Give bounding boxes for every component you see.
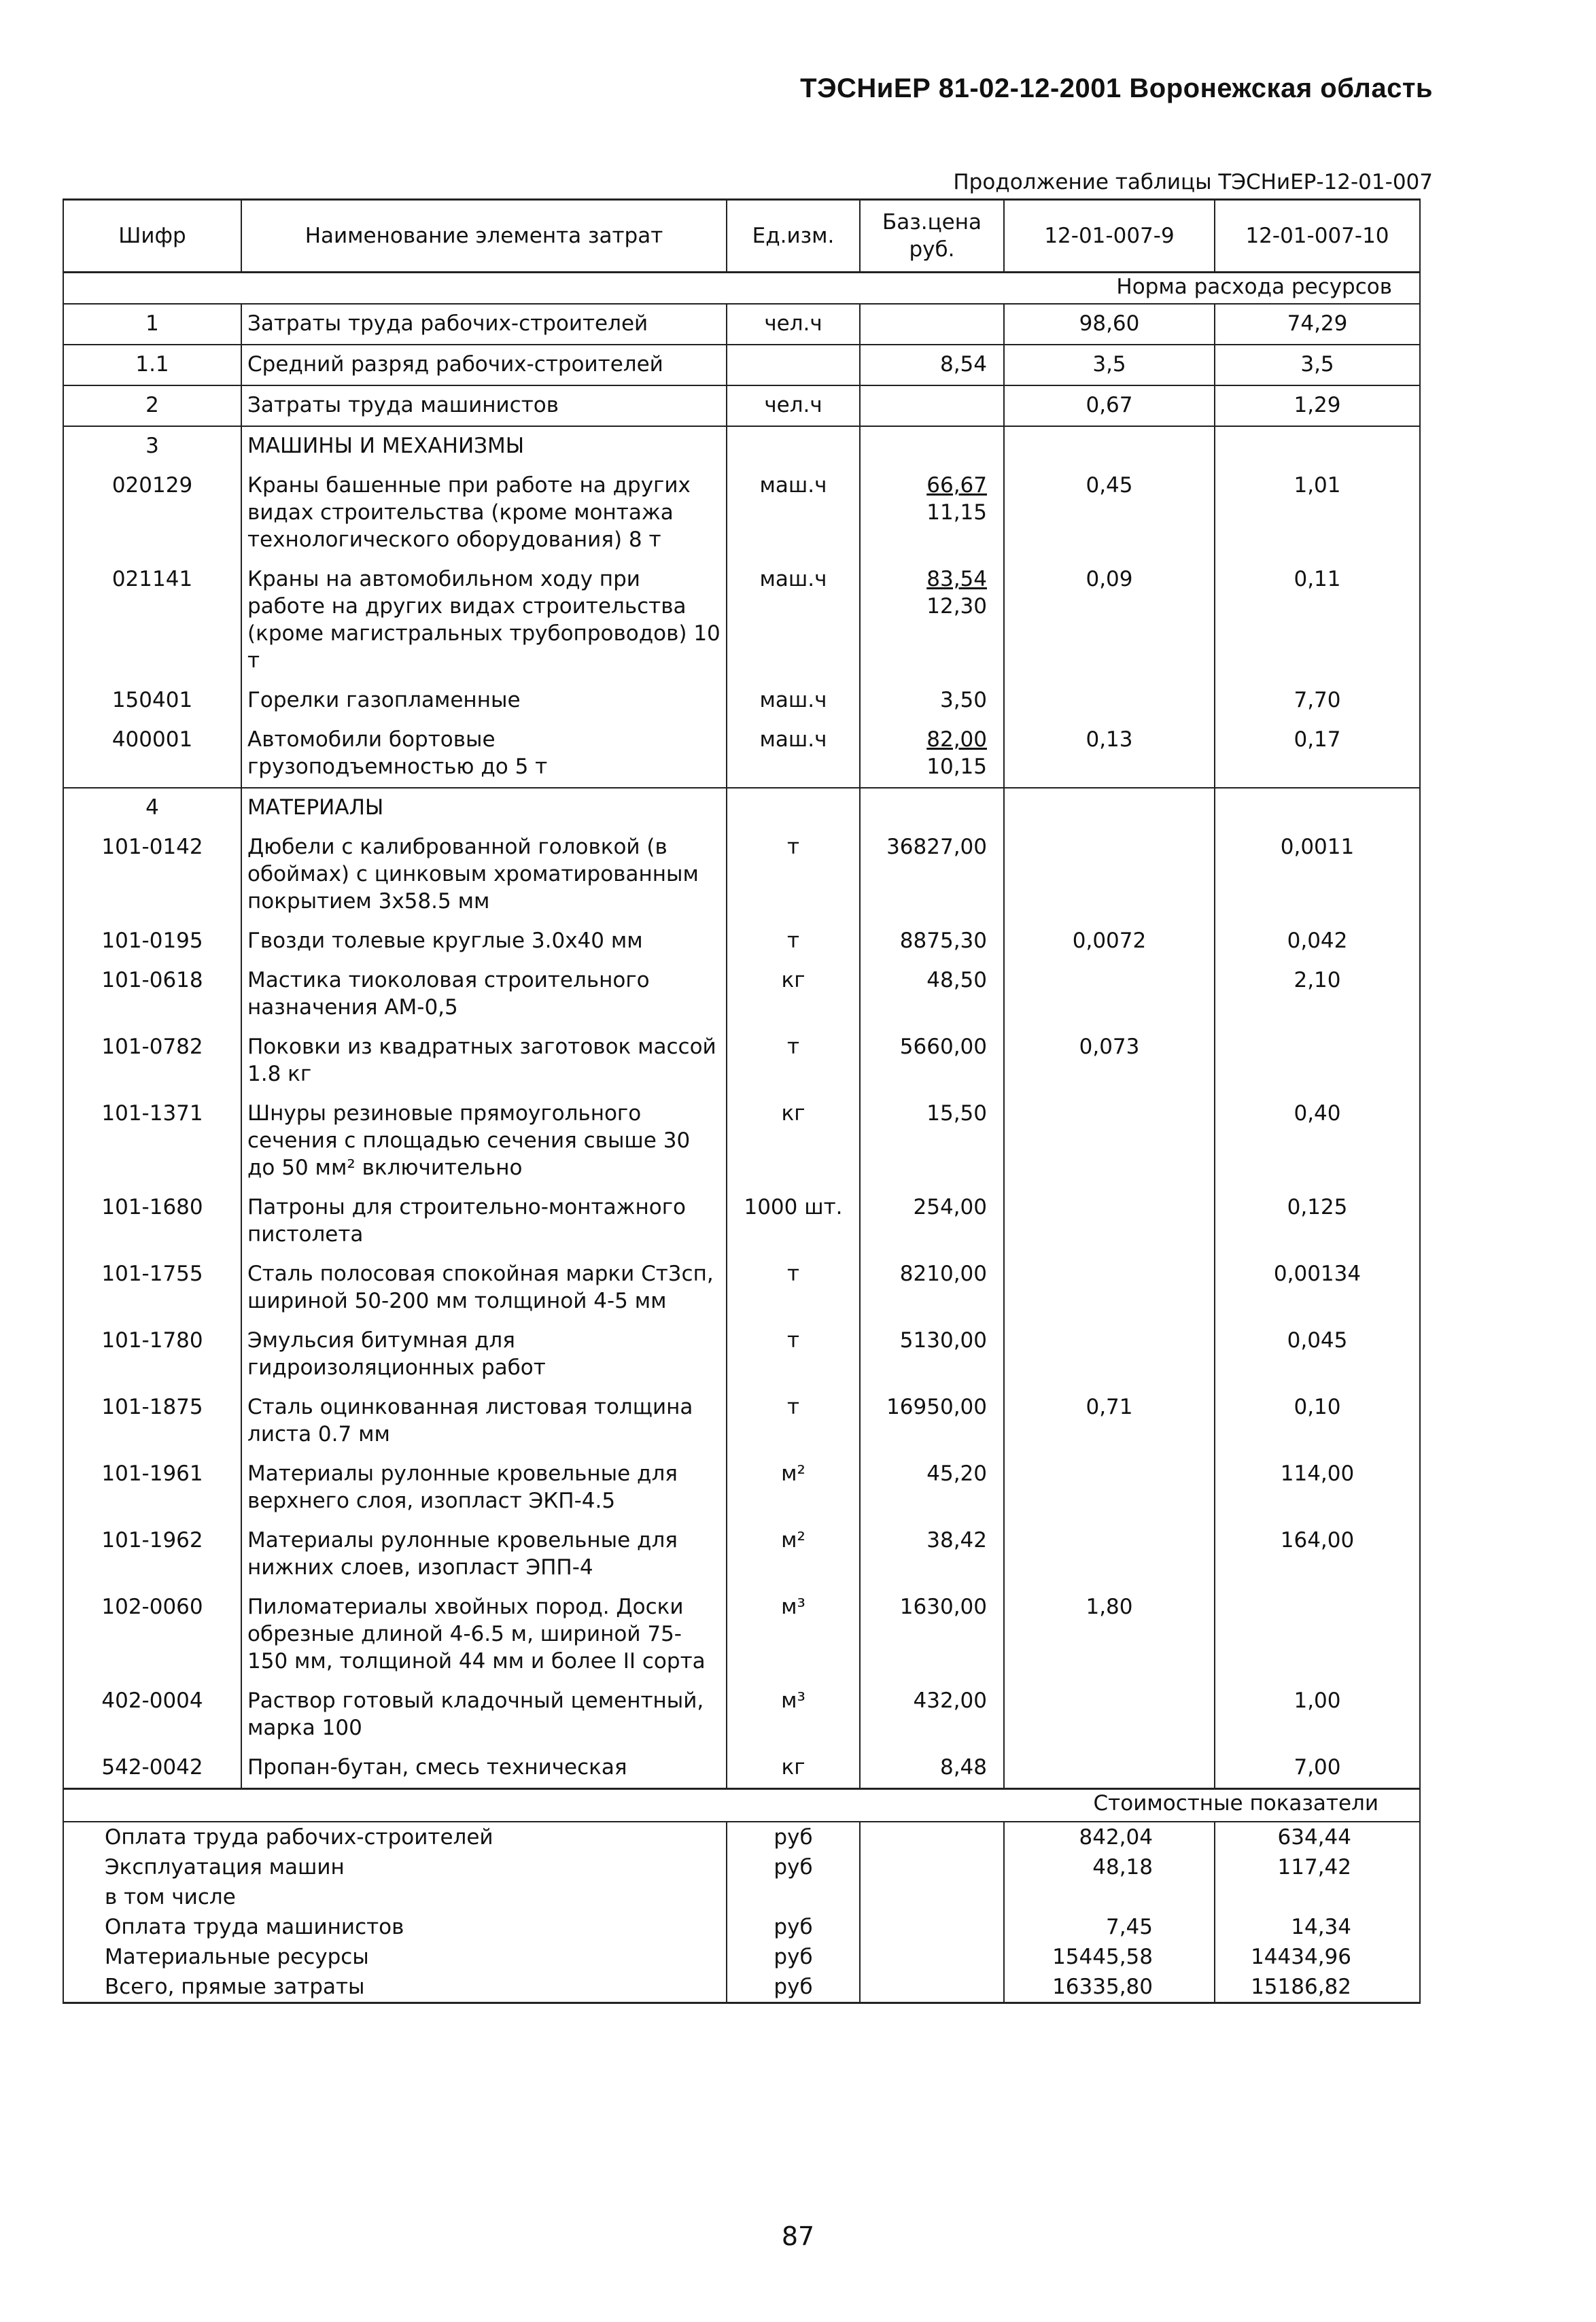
operator-wage-price: 11,15: [926, 500, 987, 525]
base-price: 83,54: [926, 567, 987, 591]
norm-label-row: [63, 273, 1420, 305]
unit-cell: кг: [727, 1748, 860, 1789]
col-header-v2: 12-01-007-10: [1215, 200, 1420, 273]
name-cell: Сталь оцинкованная листовая толщина листа 0.7 мм: [241, 1388, 727, 1455]
cost-row: [63, 1972, 1420, 2003]
base-price: 3,50: [939, 688, 987, 712]
cost-label-row: [63, 1789, 1420, 1822]
section-code: 3: [63, 426, 241, 466]
code-cell: 101-1961: [63, 1455, 241, 1521]
unit-cell: м²: [727, 1455, 860, 1521]
norm-v1-cell: 98,60: [1004, 304, 1215, 345]
cost-v1-cell: 48,18: [1004, 1852, 1215, 1882]
norm-v2-cell: 1,01: [1215, 466, 1420, 560]
code-cell: 150401: [63, 681, 241, 721]
code-cell: 2: [63, 385, 241, 426]
norm-v1-cell: 1,80: [1004, 1588, 1215, 1682]
norm-v1-cell: [1004, 828, 1215, 922]
norm-v2-cell: 7,70: [1215, 681, 1420, 721]
price-cell: [860, 304, 1004, 345]
empty-cell: [1215, 426, 1420, 466]
name-cell: Автомобили бортовые грузоподъемностью до 5 т: [241, 721, 727, 788]
norm-v2-cell: 0,10: [1215, 1388, 1420, 1455]
table-row: [63, 1748, 1420, 1789]
table-row: [63, 681, 1420, 721]
unit-cell: 1000 шт.: [727, 1188, 860, 1255]
table-row: [63, 1455, 1420, 1521]
unit-cell: м³: [727, 1682, 860, 1748]
code-cell: 101-1680: [63, 1188, 241, 1255]
norm-v1-cell: 3,5: [1004, 345, 1215, 385]
name-cell: Краны на автомобильном ходу при работе на других видах строительства (кроме магистральных трубопроводов) 10 т: [241, 560, 727, 681]
price-cell: 8875,30: [860, 922, 1004, 961]
code-cell: 021141: [63, 560, 241, 681]
norm-v2-cell: 164,00: [1215, 1521, 1420, 1588]
norm-v1-cell: [1004, 1094, 1215, 1188]
table-row: [63, 1321, 1420, 1388]
name-cell: Патроны для строительно-монтажного пистолета: [241, 1188, 727, 1255]
name-cell: Пиломатериалы хвойных пород. Доски обрезные длиной 4-6.5 м, шириной 75-150 мм, толщиной 44 мм и более II сорта: [241, 1588, 727, 1682]
table-continuation-caption: Продолжение таблицы ТЭСНиЕР-12-01-007: [953, 170, 1433, 194]
name-cell: Эмульсия битумная для гидроизоляционных работ: [241, 1321, 727, 1388]
cost-v1-cell: [1004, 1882, 1215, 1912]
cost-name-cell: Материальные ресурсы: [63, 1942, 727, 1972]
col-header-code: Шифр: [63, 200, 241, 273]
table-row: [63, 1255, 1420, 1321]
empty-cell: [1215, 788, 1420, 828]
cost-v2-cell: 117,42: [1215, 1852, 1420, 1882]
unit-cell: кг: [727, 961, 860, 1028]
unit-cell: маш.ч: [727, 466, 860, 560]
norm-v2-cell: 0,17: [1215, 721, 1420, 788]
price-cell: [860, 560, 1004, 681]
price-cell: 48,50: [860, 961, 1004, 1028]
norm-v2-cell: 114,00: [1215, 1455, 1420, 1521]
table-row: [63, 1388, 1420, 1455]
table-row: [63, 304, 1420, 345]
name-cell: Краны башенные при работе на других видах строительства (кроме монтажа технологического оборудования) 8 т: [241, 466, 727, 560]
norm-v2-cell: 74,29: [1215, 304, 1420, 345]
empty-cell: [860, 788, 1004, 828]
code-cell: 400001: [63, 721, 241, 788]
price-cell: 8210,00: [860, 1255, 1004, 1321]
name-cell: Средний разряд рабочих-строителей: [241, 345, 727, 385]
table-row: [63, 961, 1420, 1028]
price-cell: 36827,00: [860, 828, 1004, 922]
cost-unit-cell: руб: [727, 1852, 860, 1882]
unit-cell: маш.ч: [727, 560, 860, 681]
cost-v2-cell: [1215, 1882, 1420, 1912]
norm-v2-cell: 0,125: [1215, 1188, 1420, 1255]
cost-name-cell: Оплата труда рабочих-строителей: [63, 1822, 727, 1852]
document-header: ТЭСНиЕР 81-02-12-2001 Воронежская область: [800, 73, 1433, 103]
unit-cell: кг: [727, 1094, 860, 1188]
table-row: [63, 466, 1420, 560]
norm-v1-cell: [1004, 1255, 1215, 1321]
price-cell: 5660,00: [860, 1028, 1004, 1094]
table-row: [63, 1028, 1420, 1094]
operator-wage-price: 10,15: [926, 755, 987, 779]
operator-wage-price: 12,30: [926, 594, 987, 619]
col-header-unit: Ед.изм.: [727, 200, 860, 273]
cost-row: [63, 1852, 1420, 1882]
name-cell: Шнуры резиновые прямоугольного сечения с площадью сечения свыше 30 до 50 мм² включительно: [241, 1094, 727, 1188]
code-cell: 020129: [63, 466, 241, 560]
cost-unit-cell: руб: [727, 1972, 860, 2003]
cost-label: Стоимостные показатели: [63, 1789, 1420, 1822]
cost-unit-cell: [727, 1882, 860, 1912]
unit-cell: чел.ч: [727, 385, 860, 426]
code-cell: 402-0004: [63, 1682, 241, 1748]
empty-cell: [727, 788, 860, 828]
empty-cell: [860, 1972, 1004, 2003]
table-row: [63, 1682, 1420, 1748]
norm-v2-cell: 0,11: [1215, 560, 1420, 681]
price-cell: [860, 466, 1004, 560]
cost-v2-cell: 14,34: [1215, 1912, 1420, 1942]
cost-name-cell: Всего, прямые затраты: [63, 1972, 727, 2003]
norm-v1-cell: 0,09: [1004, 560, 1215, 681]
cost-unit-cell: руб: [727, 1822, 860, 1852]
norm-v2-cell: 0,042: [1215, 922, 1420, 961]
cost-v1-cell: 15445,58: [1004, 1942, 1215, 1972]
norm-v1-cell: [1004, 1748, 1215, 1789]
price-cell: 38,42: [860, 1521, 1004, 1588]
table-row: [63, 560, 1420, 681]
code-cell: 101-0142: [63, 828, 241, 922]
norm-v2-cell: 1,00: [1215, 1682, 1420, 1748]
norm-v1-cell: 0,0072: [1004, 922, 1215, 961]
section-header-row: [63, 426, 1420, 466]
norm-v1-cell: 0,073: [1004, 1028, 1215, 1094]
unit-cell: [727, 345, 860, 385]
table-row: [63, 828, 1420, 922]
table-row: [63, 345, 1420, 385]
cost-unit-cell: руб: [727, 1942, 860, 1972]
norm-v1-cell: 0,45: [1004, 466, 1215, 560]
unit-cell: т: [727, 1321, 860, 1388]
code-cell: 102-0060: [63, 1588, 241, 1682]
price-cell: [860, 721, 1004, 788]
section-header-row: [63, 788, 1420, 828]
table-row: [63, 385, 1420, 426]
unit-cell: м³: [727, 1588, 860, 1682]
norm-v1-cell: 0,67: [1004, 385, 1215, 426]
norm-v1-cell: [1004, 1188, 1215, 1255]
col-header-price: Баз.цена руб.: [860, 200, 1004, 273]
norm-v2-cell: 1,29: [1215, 385, 1420, 426]
resource-table: [63, 198, 1421, 2004]
norm-label: Норма расхода ресурсов: [63, 273, 1420, 305]
empty-cell: [1004, 426, 1215, 466]
section-code: 4: [63, 788, 241, 828]
cost-v1-cell: 7,45: [1004, 1912, 1215, 1942]
code-cell: 101-1875: [63, 1388, 241, 1455]
unit-cell: чел.ч: [727, 304, 860, 345]
cost-row: [63, 1942, 1420, 1972]
price-cell: [860, 385, 1004, 426]
price-cell: 254,00: [860, 1188, 1004, 1255]
section-title: МАШИНЫ И МЕХАНИЗМЫ: [241, 426, 727, 466]
price-cell: 432,00: [860, 1682, 1004, 1748]
code-cell: 542-0042: [63, 1748, 241, 1789]
base-price: 66,67: [926, 473, 987, 498]
name-cell: Затраты труда рабочих-строителей: [241, 304, 727, 345]
code-cell: 101-1371: [63, 1094, 241, 1188]
cost-name-cell: Оплата труда машинистов: [63, 1912, 727, 1942]
name-cell: Раствор готовый кладочный цементный, марка 100: [241, 1682, 727, 1748]
unit-cell: т: [727, 828, 860, 922]
price-cell: 8,48: [860, 1748, 1004, 1789]
price-cell: 5130,00: [860, 1321, 1004, 1388]
name-cell: Поковки из квадратных заготовок массой 1.8 кг: [241, 1028, 727, 1094]
code-cell: 101-0195: [63, 922, 241, 961]
cost-name-cell: Эксплуатация машин: [63, 1852, 727, 1882]
name-cell: Гвозди толевые круглые 3.0x40 мм: [241, 922, 727, 961]
unit-cell: т: [727, 1255, 860, 1321]
unit-cell: маш.ч: [727, 721, 860, 788]
code-cell: 1.1: [63, 345, 241, 385]
norm-v1-cell: [1004, 1682, 1215, 1748]
table-row: [63, 922, 1420, 961]
name-cell: Сталь полосовая спокойная марки Ст3сп, шириной 50-200 мм толщиной 4-5 мм: [241, 1255, 727, 1321]
empty-cell: [860, 1822, 1004, 1852]
col-header-name: Наименование элемента затрат: [241, 200, 727, 273]
table-row: [63, 1094, 1420, 1188]
norm-v2-cell: 3,5: [1215, 345, 1420, 385]
name-cell: Дюбели с калиброванной головкой (в обоймах) с цинковым хроматированным покрытием 3x58.5 мм: [241, 828, 727, 922]
unit-cell: маш.ч: [727, 681, 860, 721]
code-cell: 101-1780: [63, 1321, 241, 1388]
norm-v1-cell: [1004, 1321, 1215, 1388]
empty-cell: [860, 1942, 1004, 1972]
norm-v2-cell: [1215, 1588, 1420, 1682]
cost-row: [63, 1882, 1420, 1912]
cost-row: [63, 1822, 1420, 1852]
cost-v1-cell: 842,04: [1004, 1822, 1215, 1852]
name-cell: Горелки газопламенные: [241, 681, 727, 721]
norm-v1-cell: 0,71: [1004, 1388, 1215, 1455]
price-cell: 45,20: [860, 1455, 1004, 1521]
table-row: [63, 1188, 1420, 1255]
table-row: [63, 721, 1420, 788]
unit-cell: т: [727, 922, 860, 961]
price-cell: 1630,00: [860, 1588, 1004, 1682]
price-cell: 15,50: [860, 1094, 1004, 1188]
table-row: [63, 1588, 1420, 1682]
empty-cell: [860, 1882, 1004, 1912]
cost-v2-cell: 634,44: [1215, 1822, 1420, 1852]
name-cell: Материалы рулонные кровельные для верхнего слоя, изопласт ЭКП-4.5: [241, 1455, 727, 1521]
table-row: [63, 1521, 1420, 1588]
name-cell: Затраты труда машинистов: [241, 385, 727, 426]
price-cell: 16950,00: [860, 1388, 1004, 1455]
norm-v1-cell: [1004, 1455, 1215, 1521]
norm-v2-cell: 0,40: [1215, 1094, 1420, 1188]
norm-v2-cell: 0,0011: [1215, 828, 1420, 922]
norm-v2-cell: 0,045: [1215, 1321, 1420, 1388]
empty-cell: [860, 426, 1004, 466]
empty-cell: [860, 1912, 1004, 1942]
norm-v1-cell: 0,13: [1004, 721, 1215, 788]
norm-v2-cell: 2,10: [1215, 961, 1420, 1028]
cost-unit-cell: руб: [727, 1912, 860, 1942]
page-number: 87: [781, 2221, 815, 2251]
code-cell: 101-0618: [63, 961, 241, 1028]
unit-cell: т: [727, 1028, 860, 1094]
norm-v2-cell: 7,00: [1215, 1748, 1420, 1789]
code-cell: 101-1755: [63, 1255, 241, 1321]
name-cell: Мастика тиоколовая строительного назначения АМ-0,5: [241, 961, 727, 1028]
unit-cell: т: [727, 1388, 860, 1455]
name-cell: Материалы рулонные кровельные для нижних слоев, изопласт ЭПП-4: [241, 1521, 727, 1588]
empty-cell: [1004, 788, 1215, 828]
name-cell: Пропан-бутан, смесь техническая: [241, 1748, 727, 1789]
price-cell: 8,54: [860, 345, 1004, 385]
cost-v2-cell: 14434,96: [1215, 1942, 1420, 1972]
cost-v1-cell: 16335,80: [1004, 1972, 1215, 2003]
price-cell: [860, 681, 1004, 721]
norm-v1-cell: [1004, 1521, 1215, 1588]
col-header-v1: 12-01-007-9: [1004, 200, 1215, 273]
norm-v1-cell: [1004, 681, 1215, 721]
code-cell: 101-1962: [63, 1521, 241, 1588]
base-price: 82,00: [926, 727, 987, 752]
code-cell: 1: [63, 304, 241, 345]
code-cell: 101-0782: [63, 1028, 241, 1094]
table-header-row: [63, 200, 1420, 273]
empty-cell: [860, 1852, 1004, 1882]
norm-v2-cell: 0,00134: [1215, 1255, 1420, 1321]
unit-cell: м²: [727, 1521, 860, 1588]
cost-name-cell: в том числе: [63, 1882, 727, 1912]
norm-v2-cell: [1215, 1028, 1420, 1094]
empty-cell: [727, 426, 860, 466]
cost-row: [63, 1912, 1420, 1942]
cost-v2-cell: 15186,82: [1215, 1972, 1420, 2003]
section-title: МАТЕРИАЛЫ: [241, 788, 727, 828]
norm-v1-cell: [1004, 961, 1215, 1028]
